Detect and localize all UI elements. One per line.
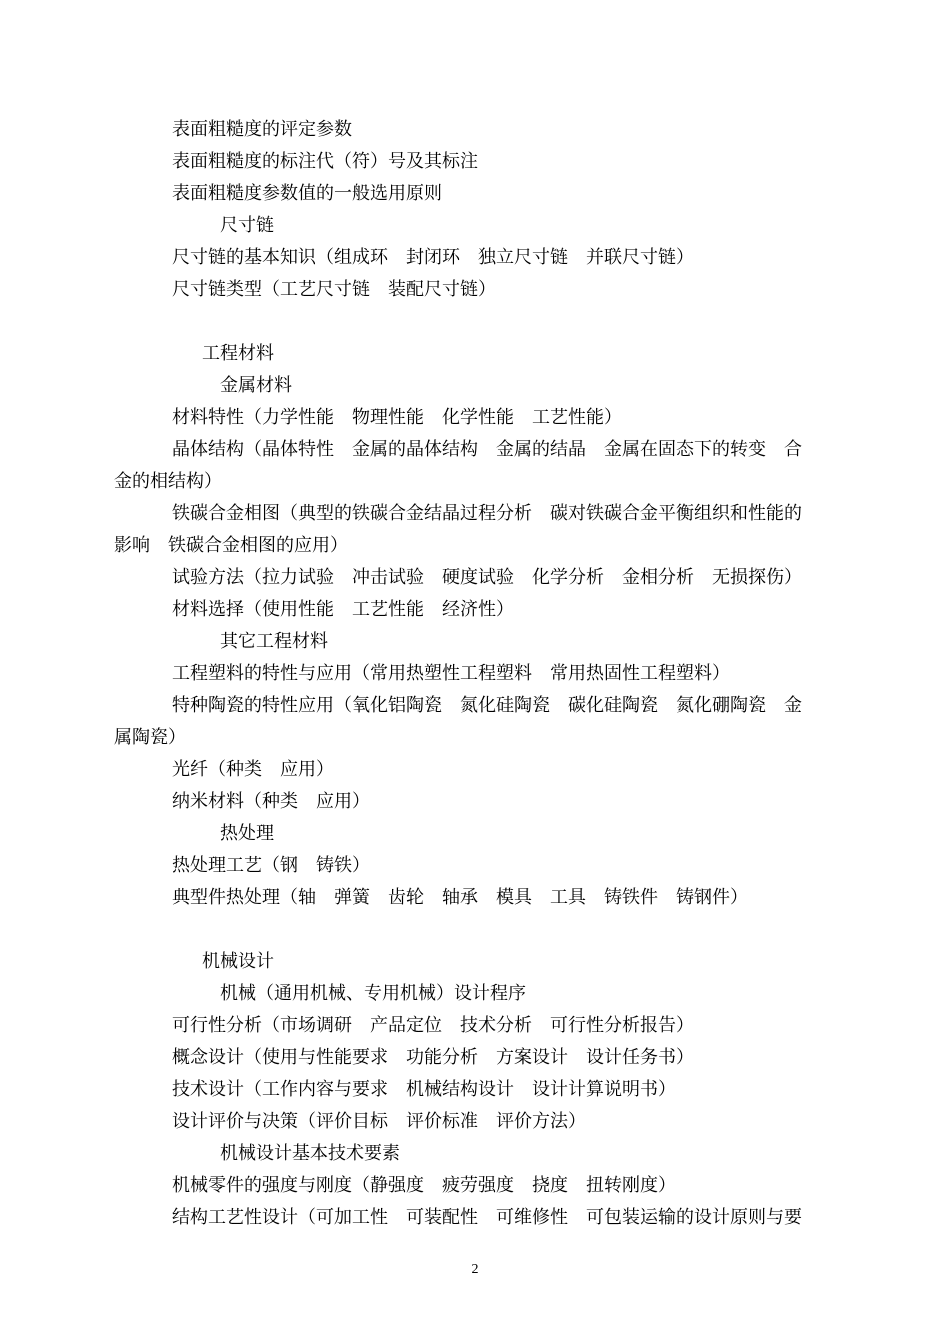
- text-line: 材料特性（力学性能 物理性能 化学性能 工艺性能）: [172, 407, 622, 428]
- subsection-heading: 其它工程材料: [220, 631, 328, 652]
- blank-line: [114, 306, 842, 338]
- subsection-heading: 热处理: [220, 823, 274, 844]
- section-heading: 工程材料: [202, 343, 274, 364]
- text-line: 设计评价与决策（评价目标 评价标准 评价方法）: [172, 1111, 586, 1132]
- text-line-continuation: 影响 铁碳合金相图的应用）: [114, 535, 348, 556]
- text-line-continuation: 属陶瓷）: [114, 727, 186, 748]
- text-line: 典型件热处理（轴 弹簧 齿轮 轴承 模具 工具 铸铁件 铸钢件）: [172, 887, 748, 908]
- blank-line: [114, 914, 842, 946]
- text-line: 试验方法（拉力试验 冲击试验 硬度试验 化学分析 金相分析 无损探伤）: [172, 567, 802, 588]
- subsection-heading: 机械（通用机械、专用机械）设计程序: [220, 983, 526, 1004]
- text-line: 尺寸链类型（工艺尺寸链 装配尺寸链）: [172, 279, 496, 300]
- document-body: [114, 114, 842, 1234]
- subsection-heading: 尺寸链: [220, 215, 274, 236]
- page-number: 2: [471, 1262, 479, 1277]
- section-heading: 机械设计: [202, 951, 274, 972]
- text-line: 铁碳合金相图（典型的铁碳合金结晶过程分析 碳对铁碳合金平衡组织和性能的: [172, 503, 802, 524]
- text-line: 热处理工艺（钢 铸铁）: [172, 855, 370, 876]
- text-line: 晶体结构（晶体特性 金属的晶体结构 金属的结晶 金属在固态下的转变 合: [172, 439, 802, 460]
- text-line: 表面粗糙度的标注代（符）号及其标注: [172, 151, 478, 172]
- subsection-heading: 金属材料: [220, 375, 292, 396]
- subsection-heading: 机械设计基本技术要素: [220, 1143, 400, 1164]
- text-line: 表面粗糙度的评定参数: [172, 119, 352, 140]
- text-line: 光纤（种类 应用）: [172, 759, 334, 780]
- text-line: 工程塑料的特性与应用（常用热塑性工程塑料 常用热固性工程塑料）: [172, 663, 730, 684]
- text-line-continuation: 金的相结构）: [114, 471, 222, 492]
- text-line: 特种陶瓷的特性应用（氧化铝陶瓷 氮化硅陶瓷 碳化硅陶瓷 氮化硼陶瓷 金: [172, 695, 802, 716]
- text-line: 纳米材料（种类 应用）: [172, 791, 370, 812]
- text-line: 表面粗糙度参数值的一般选用原则: [172, 183, 442, 204]
- text-line: 可行性分析（市场调研 产品定位 技术分析 可行性分析报告）: [172, 1015, 694, 1036]
- text-line: 技术设计（工作内容与要求 机械结构设计 设计计算说明书）: [172, 1079, 676, 1100]
- text-line: 材料选择（使用性能 工艺性能 经济性）: [172, 599, 514, 620]
- text-line: 概念设计（使用与性能要求 功能分析 方案设计 设计任务书）: [172, 1047, 694, 1068]
- text-line: 尺寸链的基本知识（组成环 封闭环 独立尺寸链 并联尺寸链）: [172, 247, 694, 268]
- text-line: 机械零件的强度与刚度（静强度 疲劳强度 挠度 扭转刚度）: [172, 1175, 676, 1196]
- text-line: 结构工艺性设计（可加工性 可装配性 可维修性 可包装运输的设计原则与要: [172, 1207, 802, 1228]
